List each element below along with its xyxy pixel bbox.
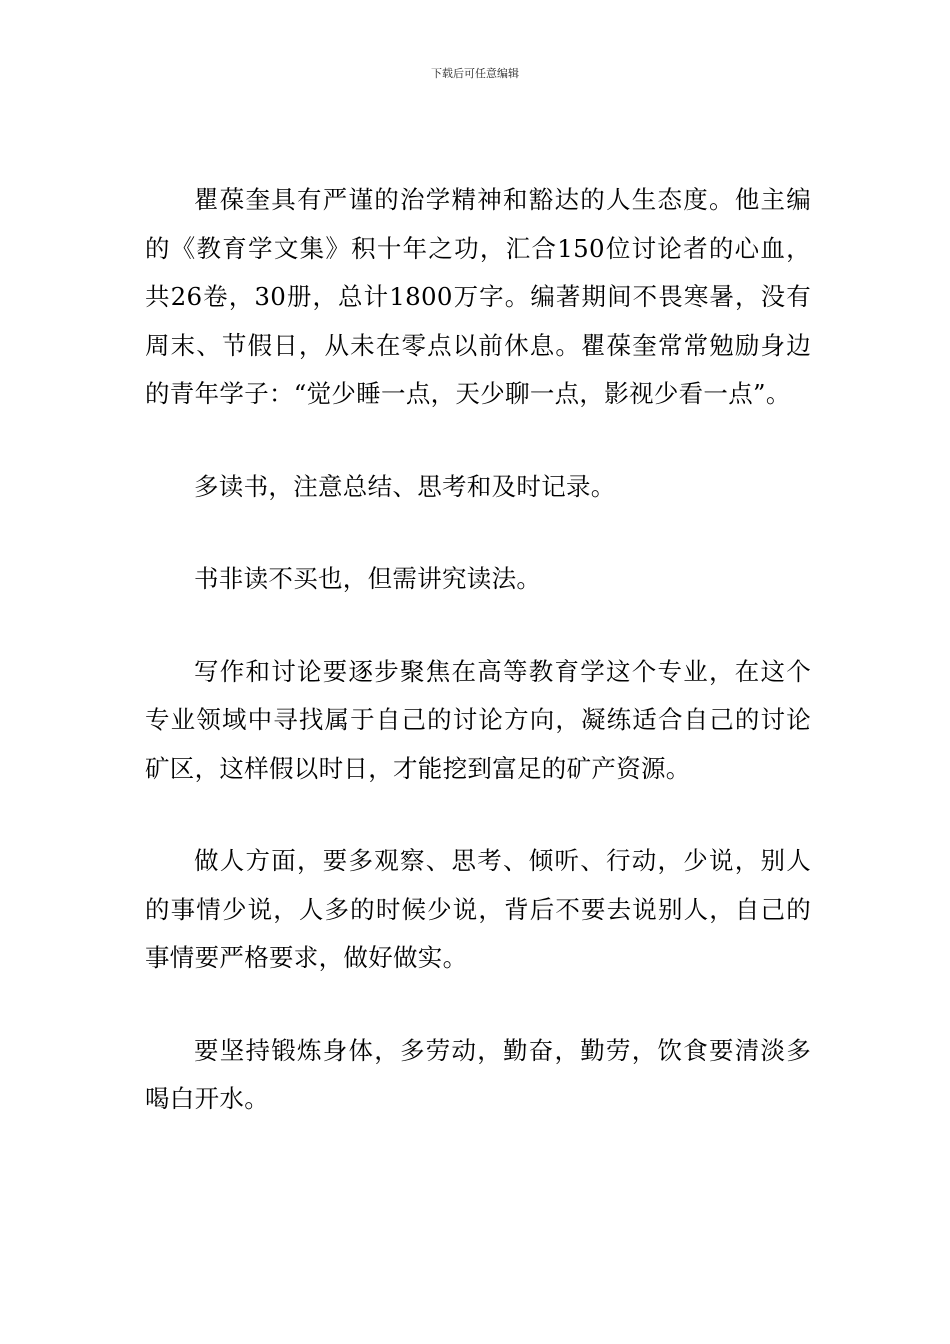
document-body xyxy=(145,176,811,1124)
paragraph-conduct: 做人方面，要多观察、思考、倾听、行动，少说，别人的事情少说，人多的时候少说，背后不要去说别人，自己的事情要严格要求，做好做实。 xyxy=(145,846,811,972)
paragraph-health: 要坚持锻炼身体，多劳动，勤奋，勤劳，饮食要清淡多喝白开水。 xyxy=(145,1035,811,1113)
paragraph-reading-method: 书非读不买也，但需讲究读法。 xyxy=(194,564,542,593)
page-header-note: 下载后可任意编辑 xyxy=(431,67,519,80)
paragraph-qu-baokui: 瞿葆奎具有严谨的治学精神和豁达的人生态度。他主编的《教育学文集》积十年之功，汇合150位讨论者的心血，共26卷，30册，总计1800万字。编著期间不畏寒暑，没有周末、节假日，从未在零点以前休息。瞿葆奎常常勉励身边的青年学子：“觉少睡一点，天少聊一点，影视少看一点”。 xyxy=(145,185,811,408)
paragraph-writing-focus: 写作和讨论要逐步聚焦在高等教育学这个专业，在这个专业领域中寻找属于自己的讨论方向，凝练适合自己的讨论矿区，这样假以时日，才能挖到富足的矿产资源。 xyxy=(145,656,811,783)
paragraph-read-more: 多读书，注意总结、思考和及时记录。 xyxy=(194,471,616,501)
